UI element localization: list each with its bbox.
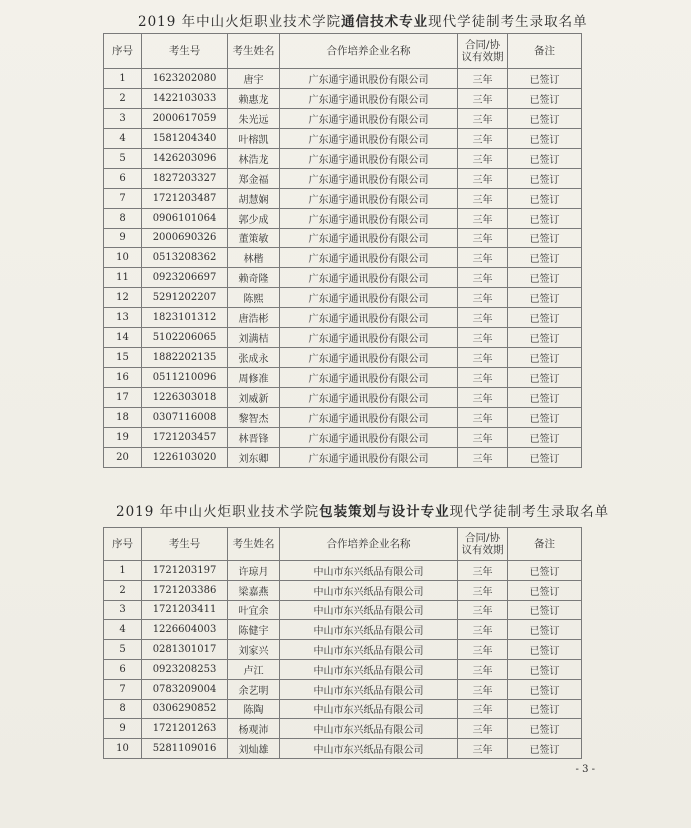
cell-name: 陈健宇	[228, 620, 280, 640]
cell-term: 三年	[458, 308, 508, 328]
cell-exam-id: 1226103020	[142, 447, 228, 467]
table-row	[104, 188, 582, 208]
col-header-name: 考生姓名	[228, 34, 280, 69]
cell-company: 中山市东兴纸品有限公司	[280, 679, 458, 699]
cell-name: 余艺明	[228, 679, 280, 699]
cell-no: 7	[104, 679, 142, 699]
section2-table-body	[104, 561, 582, 759]
cell-remark: 已签订	[508, 600, 582, 620]
cell-term: 三年	[458, 719, 508, 739]
cell-term: 三年	[458, 447, 508, 467]
col-header-company: 合作培养企业名称	[280, 34, 458, 69]
cell-name: 林浩龙	[228, 148, 280, 168]
cell-no: 5	[104, 148, 142, 168]
cell-term: 三年	[458, 228, 508, 248]
cell-term: 三年	[458, 600, 508, 620]
table-row	[104, 407, 582, 427]
cell-exam-id: 0307116008	[142, 407, 228, 427]
table-row	[104, 447, 582, 467]
col-header-exam-id: 考生号	[142, 34, 228, 69]
cell-remark: 已签订	[508, 128, 582, 148]
table-row	[104, 388, 582, 408]
cell-remark: 已签订	[508, 228, 582, 248]
table-row	[104, 640, 582, 660]
cell-no: 17	[104, 388, 142, 408]
cell-exam-id: 0513208362	[142, 248, 228, 268]
cell-term: 三年	[458, 188, 508, 208]
cell-exam-id: 1827203327	[142, 168, 228, 188]
cell-term: 三年	[458, 288, 508, 308]
cell-company: 广东通宇通讯股份有限公司	[280, 128, 458, 148]
col-header-no: 序号	[104, 34, 142, 69]
table-row	[104, 69, 582, 89]
cell-company: 中山市东兴纸品有限公司	[280, 620, 458, 640]
table-header-row	[104, 528, 582, 561]
cell-remark: 已签订	[508, 208, 582, 228]
cell-no: 10	[104, 248, 142, 268]
cell-company: 中山市东兴纸品有限公司	[280, 580, 458, 600]
cell-remark: 已签订	[508, 580, 582, 600]
col-header-remark: 备注	[508, 528, 582, 561]
cell-company: 广东通宇通讯股份有限公司	[280, 168, 458, 188]
cell-term: 三年	[458, 659, 508, 679]
cell-no: 13	[104, 308, 142, 328]
cell-company: 广东通宇通讯股份有限公司	[280, 328, 458, 348]
cell-remark: 已签订	[508, 248, 582, 268]
section1-table-body	[104, 69, 582, 468]
cell-company: 广东通宇通讯股份有限公司	[280, 268, 458, 288]
table-row	[104, 308, 582, 328]
col-header-no: 序号	[104, 528, 142, 561]
cell-no: 3	[104, 108, 142, 128]
cell-no: 8	[104, 208, 142, 228]
cell-exam-id: 1581204340	[142, 128, 228, 148]
cell-remark: 已签订	[508, 640, 582, 660]
cell-name: 郑金福	[228, 168, 280, 188]
cell-remark: 已签订	[508, 447, 582, 467]
cell-name: 陈熙	[228, 288, 280, 308]
table-row	[104, 228, 582, 248]
cell-exam-id: 5102206065	[142, 328, 228, 348]
cell-company: 中山市东兴纸品有限公司	[280, 739, 458, 759]
cell-exam-id: 1422103033	[142, 88, 228, 108]
cell-term: 三年	[458, 268, 508, 288]
cell-name: 唐宇	[228, 69, 280, 89]
cell-name: 黎智杰	[228, 407, 280, 427]
cell-exam-id: 1226604003	[142, 620, 228, 640]
cell-exam-id: 1882202135	[142, 348, 228, 368]
table-row	[104, 620, 582, 640]
cell-name: 刘家兴	[228, 640, 280, 660]
cell-exam-id: 5291202207	[142, 288, 228, 308]
cell-remark: 已签订	[508, 288, 582, 308]
cell-no: 11	[104, 268, 142, 288]
section2-title-pre: 2019 年中山火炬职业技术学院	[116, 504, 320, 520]
table-row	[104, 148, 582, 168]
cell-no: 4	[104, 620, 142, 640]
table-row	[104, 368, 582, 388]
cell-no: 12	[104, 288, 142, 308]
cell-term: 三年	[458, 699, 508, 719]
cell-name: 叶宜余	[228, 600, 280, 620]
cell-term: 三年	[458, 679, 508, 699]
cell-no: 9	[104, 228, 142, 248]
table-row	[104, 659, 582, 679]
cell-term: 三年	[458, 168, 508, 188]
cell-no: 2	[104, 88, 142, 108]
cell-name: 林楷	[228, 248, 280, 268]
cell-exam-id: 0923208253	[142, 659, 228, 679]
table-row	[104, 427, 582, 447]
cell-name: 周修准	[228, 368, 280, 388]
cell-company: 中山市东兴纸品有限公司	[280, 699, 458, 719]
cell-company: 中山市东兴纸品有限公司	[280, 561, 458, 581]
cell-exam-id: 1721201263	[142, 719, 228, 739]
cell-exam-id: 0906101064	[142, 208, 228, 228]
cell-name: 胡慧娴	[228, 188, 280, 208]
cell-company: 广东通宇通讯股份有限公司	[280, 427, 458, 447]
cell-name: 林晋锋	[228, 427, 280, 447]
table-row	[104, 719, 582, 739]
table-header-row	[104, 34, 582, 69]
table-row	[104, 168, 582, 188]
cell-term: 三年	[458, 348, 508, 368]
cell-term: 三年	[458, 427, 508, 447]
table-row	[104, 288, 582, 308]
cell-exam-id: 1226303018	[142, 388, 228, 408]
cell-term: 三年	[458, 128, 508, 148]
cell-name: 刘东卿	[228, 447, 280, 467]
col-header-term	[458, 34, 508, 69]
table-row	[104, 348, 582, 368]
cell-remark: 已签订	[508, 348, 582, 368]
cell-company: 广东通宇通讯股份有限公司	[280, 108, 458, 128]
cell-exam-id: 1823101312	[142, 308, 228, 328]
cell-company: 广东通宇通讯股份有限公司	[280, 88, 458, 108]
cell-name: 陈陶	[228, 699, 280, 719]
cell-exam-id: 1426203096	[142, 148, 228, 168]
cell-no: 14	[104, 328, 142, 348]
cell-remark: 已签订	[508, 308, 582, 328]
cell-remark: 已签订	[508, 620, 582, 640]
cell-remark: 已签订	[508, 148, 582, 168]
col-header-term	[458, 528, 508, 561]
cell-company: 广东通宇通讯股份有限公司	[280, 148, 458, 168]
cell-name: 刘满桔	[228, 328, 280, 348]
col-header-remark: 备注	[508, 34, 582, 69]
table-row	[104, 88, 582, 108]
cell-term: 三年	[458, 407, 508, 427]
cell-no: 6	[104, 659, 142, 679]
cell-term: 三年	[458, 388, 508, 408]
cell-no: 7	[104, 188, 142, 208]
cell-term: 三年	[458, 580, 508, 600]
cell-no: 20	[104, 447, 142, 467]
cell-term: 三年	[458, 368, 508, 388]
section1-title-post: 现代学徒制考生录取名单	[428, 14, 588, 30]
table-row	[104, 580, 582, 600]
cell-name: 郭少成	[228, 208, 280, 228]
cell-exam-id: 0923206697	[142, 268, 228, 288]
cell-company: 广东通宇通讯股份有限公司	[280, 308, 458, 328]
section2-title-major: 包装策划与设计专业	[319, 504, 450, 520]
cell-remark: 已签订	[508, 69, 582, 89]
cell-company: 中山市东兴纸品有限公司	[280, 600, 458, 620]
cell-term: 三年	[458, 248, 508, 268]
cell-exam-id: 5281109016	[142, 739, 228, 759]
cell-remark: 已签订	[508, 659, 582, 679]
cell-no: 10	[104, 739, 142, 759]
cell-remark: 已签订	[508, 719, 582, 739]
cell-term: 三年	[458, 69, 508, 89]
cell-exam-id: 2000690326	[142, 228, 228, 248]
cell-company: 广东通宇通讯股份有限公司	[280, 188, 458, 208]
section2-table	[103, 527, 582, 759]
table-row	[104, 561, 582, 581]
cell-exam-id: 0783209004	[142, 679, 228, 699]
cell-company: 广东通宇通讯股份有限公司	[280, 368, 458, 388]
cell-remark: 已签订	[508, 739, 582, 759]
cell-no: 1	[104, 69, 142, 89]
table-row	[104, 600, 582, 620]
cell-exam-id: 2000617059	[142, 108, 228, 128]
col-header-term-line1: 合同/协	[464, 39, 501, 51]
cell-no: 15	[104, 348, 142, 368]
section1-title	[138, 10, 588, 30]
cell-name: 梁嘉燕	[228, 580, 280, 600]
cell-no: 9	[104, 719, 142, 739]
cell-company: 中山市东兴纸品有限公司	[280, 719, 458, 739]
cell-term: 三年	[458, 108, 508, 128]
cell-remark: 已签订	[508, 388, 582, 408]
cell-no: 1	[104, 561, 142, 581]
section2-title-post: 现代学徒制考生录取名单	[449, 504, 610, 520]
cell-name: 唐浩彬	[228, 308, 280, 328]
cell-remark: 已签订	[508, 168, 582, 188]
section2-title	[116, 500, 609, 520]
table-row	[104, 128, 582, 148]
cell-no: 2	[104, 580, 142, 600]
cell-name: 刘灿雄	[228, 739, 280, 759]
table-row	[104, 268, 582, 288]
cell-exam-id: 1721203386	[142, 580, 228, 600]
cell-company: 广东通宇通讯股份有限公司	[280, 228, 458, 248]
cell-term: 三年	[458, 208, 508, 228]
cell-company: 广东通宇通讯股份有限公司	[280, 447, 458, 467]
cell-company: 广东通宇通讯股份有限公司	[280, 248, 458, 268]
cell-exam-id: 1623202080	[142, 69, 228, 89]
cell-remark: 已签订	[508, 328, 582, 348]
cell-remark: 已签订	[508, 268, 582, 288]
cell-remark: 已签订	[508, 699, 582, 719]
cell-name: 朱光远	[228, 108, 280, 128]
cell-name: 赖惠龙	[228, 88, 280, 108]
cell-exam-id: 1721203411	[142, 600, 228, 620]
cell-remark: 已签订	[508, 108, 582, 128]
cell-company: 广东通宇通讯股份有限公司	[280, 407, 458, 427]
cell-remark: 已签订	[508, 679, 582, 699]
cell-name: 叶榕凯	[228, 128, 280, 148]
col-header-term-line2: 议有效期	[461, 544, 504, 556]
cell-company: 广东通宇通讯股份有限公司	[280, 208, 458, 228]
cell-company: 广东通宇通讯股份有限公司	[280, 69, 458, 89]
cell-term: 三年	[458, 88, 508, 108]
cell-name: 刘威新	[228, 388, 280, 408]
cell-company: 广东通宇通讯股份有限公司	[280, 288, 458, 308]
cell-no: 19	[104, 427, 142, 447]
cell-term: 三年	[458, 328, 508, 348]
cell-no: 4	[104, 128, 142, 148]
table-row	[104, 679, 582, 699]
col-header-term-line1: 合同/协	[464, 532, 501, 544]
cell-company: 广东通宇通讯股份有限公司	[280, 348, 458, 368]
cell-term: 三年	[458, 620, 508, 640]
cell-name: 董策敏	[228, 228, 280, 248]
table-row	[104, 248, 582, 268]
table-row	[104, 739, 582, 759]
cell-remark: 已签订	[508, 188, 582, 208]
section1-title-pre: 2019 年中山火炬职业技术学院	[138, 14, 342, 30]
table-row	[104, 699, 582, 719]
col-header-term-line2: 议有效期	[461, 51, 504, 63]
cell-name: 卢江	[228, 659, 280, 679]
cell-no: 3	[104, 600, 142, 620]
cell-name: 杨观沛	[228, 719, 280, 739]
cell-exam-id: 0511210096	[142, 368, 228, 388]
cell-no: 16	[104, 368, 142, 388]
cell-exam-id: 1721203487	[142, 188, 228, 208]
cell-remark: 已签订	[508, 407, 582, 427]
cell-term: 三年	[458, 640, 508, 660]
cell-no: 5	[104, 640, 142, 660]
cell-term: 三年	[458, 739, 508, 759]
cell-term: 三年	[458, 561, 508, 581]
cell-exam-id: 1721203457	[142, 427, 228, 447]
table-row	[104, 108, 582, 128]
cell-remark: 已签订	[508, 88, 582, 108]
cell-remark: 已签订	[508, 368, 582, 388]
cell-no: 8	[104, 699, 142, 719]
cell-remark: 已签订	[508, 427, 582, 447]
cell-remark: 已签订	[508, 561, 582, 581]
cell-name: 许琼月	[228, 561, 280, 581]
table-row	[104, 328, 582, 348]
cell-no: 6	[104, 168, 142, 188]
page-number: - 3 -	[575, 764, 595, 775]
section1-table	[103, 33, 582, 468]
cell-term: 三年	[458, 148, 508, 168]
cell-company: 中山市东兴纸品有限公司	[280, 659, 458, 679]
cell-exam-id: 0281301017	[142, 640, 228, 660]
cell-name: 赖奇隆	[228, 268, 280, 288]
cell-name: 张成永	[228, 348, 280, 368]
cell-company: 中山市东兴纸品有限公司	[280, 640, 458, 660]
cell-exam-id: 1721203197	[142, 561, 228, 581]
col-header-company: 合作培养企业名称	[280, 528, 458, 561]
table-row	[104, 208, 582, 228]
section1-title-major: 通信技术专业	[341, 14, 429, 30]
cell-exam-id: 0306290852	[142, 699, 228, 719]
col-header-name: 考生姓名	[228, 528, 280, 561]
col-header-exam-id: 考生号	[142, 528, 228, 561]
cell-company: 广东通宇通讯股份有限公司	[280, 388, 458, 408]
cell-no: 18	[104, 407, 142, 427]
